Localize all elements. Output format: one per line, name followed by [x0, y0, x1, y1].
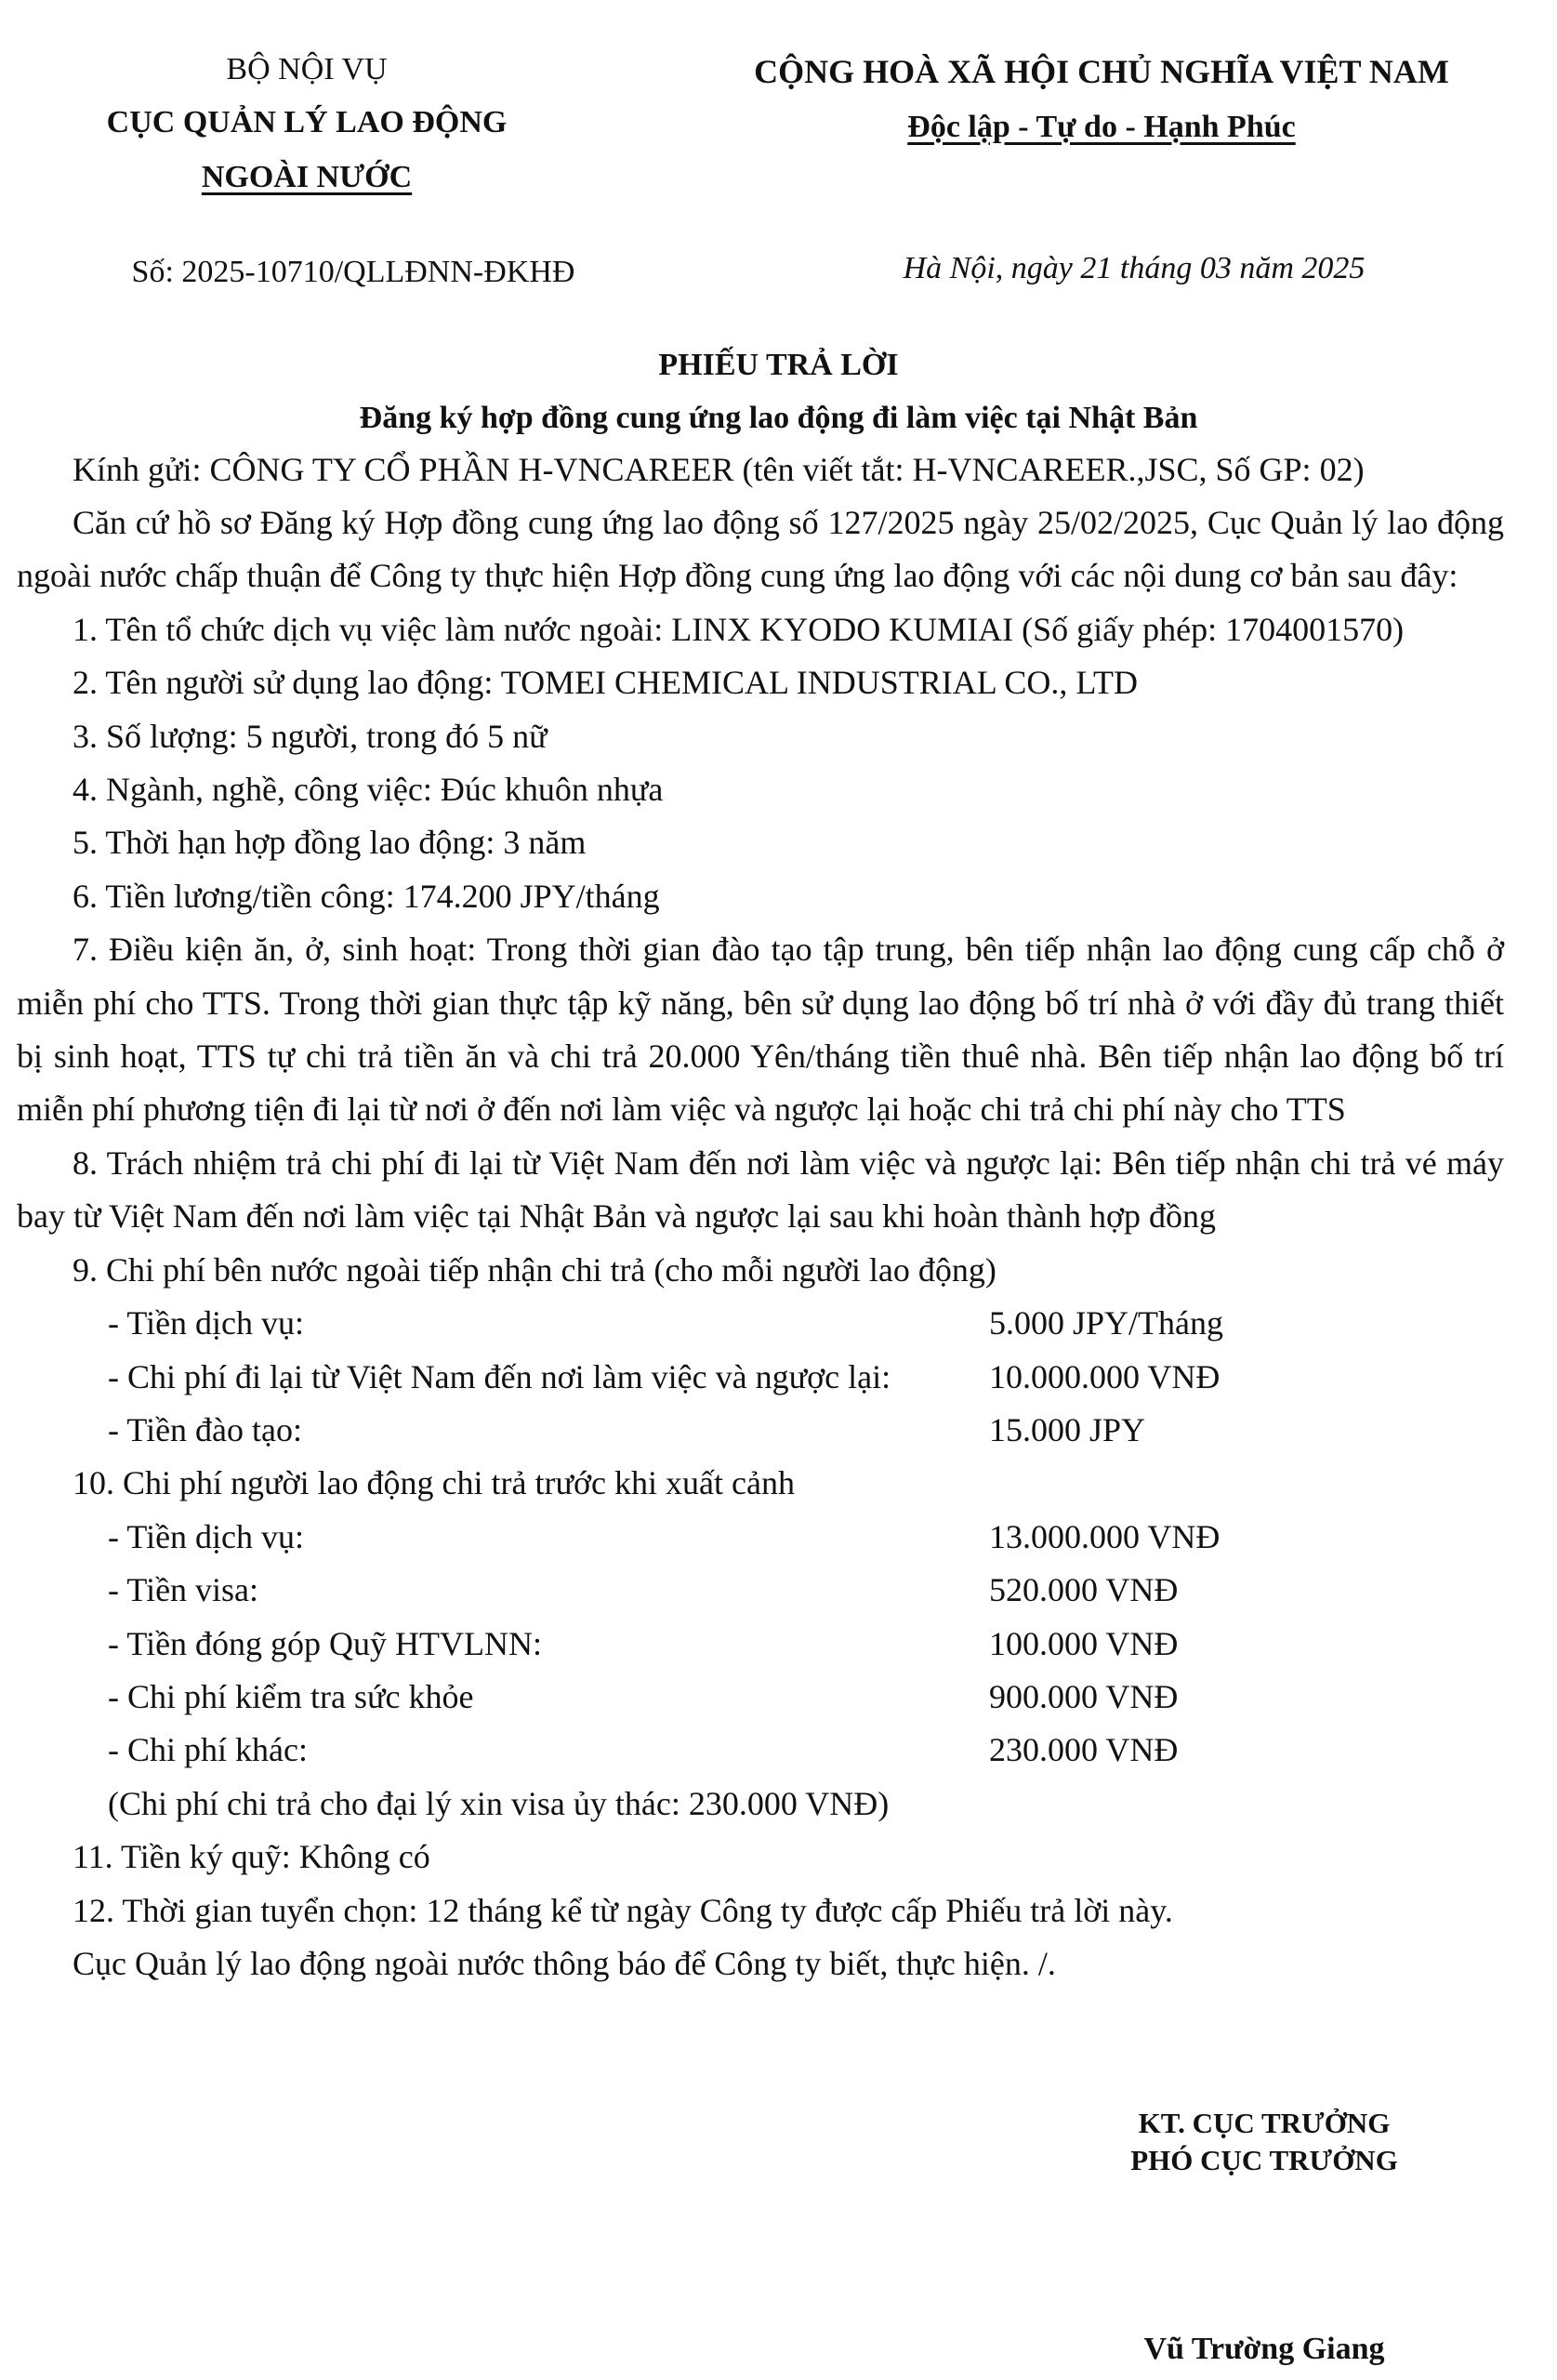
cost-label: - Tiền đào tạo: — [108, 1410, 303, 1448]
item-10: 10. Chi phí người lao động chi trả trước khi xuất cảnh — [73, 1464, 795, 1502]
intro-paragraph: Căn cứ hồ sơ Đăng ký Hợp đồng cung ứng lao động số 127/2025 ngày 25/02/2025, Cục Quản lý lao động ngoài nước chấp thuận để Công ty thực hiện Hợp đồng cung ứng lao động với các nội dung cơ bản sau đây: — [17, 504, 1504, 595]
cost-label: - Tiền đóng góp Quỹ HTVLNN: — [108, 1624, 543, 1662]
country-name: CỘNG HOÀ XÃ HỘI CHỦ NGHĨA VIỆT NAM — [754, 53, 1449, 90]
visa-agent-note: (Chi phí chi trả cho đại lý xin visa ủy thác: 230.000 VNĐ) — [108, 1784, 890, 1822]
cost-label: - Chi phí khác: — [108, 1731, 308, 1769]
ministry-name: BỘ NỘI VỤ — [226, 52, 388, 86]
signer-name: Vũ Trường Giang — [1143, 2332, 1385, 2366]
document-body — [17, 496, 1504, 1990]
cost-label: - Chi phí đi lại từ Việt Nam đến nơi làm việc và ngược lại: — [108, 1357, 891, 1395]
item-6: 6. Tiền lương/tiền công: 174.200 JPY/tháng — [73, 877, 660, 915]
cost-row — [17, 1511, 1504, 1564]
cost-label: - Tiền dịch vụ: — [108, 1304, 305, 1342]
cost-value: 13.000.000 VNĐ — [989, 1517, 1221, 1555]
cost-value: 230.000 VNĐ — [989, 1731, 1179, 1769]
department-name-line1: CỤC QUẢN LÝ LAO ĐỘNG — [106, 105, 508, 139]
item-11: 11. Tiền ký quỹ: Không có — [73, 1838, 430, 1876]
item-8: 8. Trách nhiệm trả chi phí đi lại từ Việt Nam đến nơi làm việc và ngược lại: Bên tiếp nhận chi trả vé máy bay từ Việt Nam đến nơi làm việc tại Nhật Bản và ngược lại sau khi hoàn thành hợp đồng — [17, 1144, 1504, 1236]
cost-value: 100.000 VNĐ — [989, 1624, 1179, 1662]
cost-value: 900.000 VNĐ — [989, 1677, 1179, 1715]
item-2: 2. Tên người sử dụng lao động: TOMEI CHEMICAL INDUSTRIAL CO., LTD — [73, 664, 1139, 702]
item-3: 3. Số lượng: 5 người, trong đó 5 nữ — [73, 717, 548, 755]
cost-row — [17, 1724, 1504, 1777]
cost-row — [17, 1564, 1504, 1617]
item-5: 5. Thời hạn hợp đồng lao động: 3 năm — [73, 824, 587, 862]
cost-row — [17, 1671, 1504, 1724]
document-subtitle: Đăng ký hợp đồng cung ứng lao động đi làm việc tại Nhật Bản — [359, 401, 1198, 435]
cost-value: 5.000 JPY/Tháng — [989, 1304, 1223, 1342]
document-number: Số: 2025-10710/QLLĐNN-ĐKHĐ — [131, 255, 575, 289]
signature-title-2: PHÓ CỤC TRƯỞNG — [1130, 2144, 1398, 2176]
cost-label: - Chi phí kiểm tra sức khỏe — [108, 1677, 474, 1715]
cost-value: 520.000 VNĐ — [989, 1571, 1179, 1609]
cost-value: 15.000 JPY — [989, 1410, 1146, 1448]
recipient-line: Kính gửi: CÔNG TY CỔ PHẦN H-VNCAREER (tên viết tắt: H-VNCAREER.,JSC, Số GP: 02) — [73, 451, 1365, 488]
document-title: PHIẾU TRẢ LỜI — [658, 348, 899, 382]
item-7: 7. Điều kiện ăn, ở, sinh hoạt: Trong thời gian đào tạo tập trung, bên tiếp nhận lao động cung cấp chỗ ở miễn phí cho TTS. Trong thời gian thực tập kỹ năng, bên sử dụng lao động bố trí nhà ở với đầy đủ trang thiết bị sinh hoạt, TTS tự chi trả tiền ăn và chi trả 20.000 Yên/tháng tiền thuê nhà. Bên tiếp nhận lao động bố trí miễn phí phương tiện đi lại từ nơi ở đến nơi làm việc và ngược lại hoặc chi trả chi phí này cho TTS — [17, 931, 1504, 1129]
cost-label: - Tiền visa: — [108, 1571, 259, 1609]
item-12: 12. Thời gian tuyển chọn: 12 tháng kể từ ngày Công ty được cấp Phiếu trả lời này. — [73, 1891, 1173, 1929]
item-1: 1. Tên tổ chức dịch vụ việc làm nước ngoài: LINX KYODO KUMIAI (Số giấy phép: 1704001570) — [73, 610, 1405, 648]
cost-row — [17, 1351, 1504, 1404]
cost-row — [17, 1618, 1504, 1671]
cost-label: - Tiền dịch vụ: — [108, 1517, 305, 1555]
department-name-line2: NGOÀI NƯỚC — [201, 160, 413, 194]
item-9: 9. Chi phí bên nước ngoài tiếp nhận chi trả (cho mỗi người lao động) — [73, 1250, 996, 1289]
item-4: 4. Ngành, nghề, công việc: Đúc khuôn nhựa — [73, 771, 664, 809]
signature-title-1: KT. CỤC TRƯỞNG — [1138, 2107, 1391, 2139]
cost-row — [17, 1297, 1504, 1350]
closing-sentence: Cục Quản lý lao động ngoài nước thông báo để Công ty biết, thực hiện. /. — [73, 1944, 1056, 1982]
cost-value: 10.000.000 VNĐ — [989, 1357, 1221, 1395]
national-motto: Độc lập - Tự do - Hạnh Phúc — [907, 110, 1296, 144]
cost-row — [17, 1404, 1504, 1457]
date-place: Hà Nội, ngày 21 tháng 03 năm 2025 — [903, 251, 1366, 285]
